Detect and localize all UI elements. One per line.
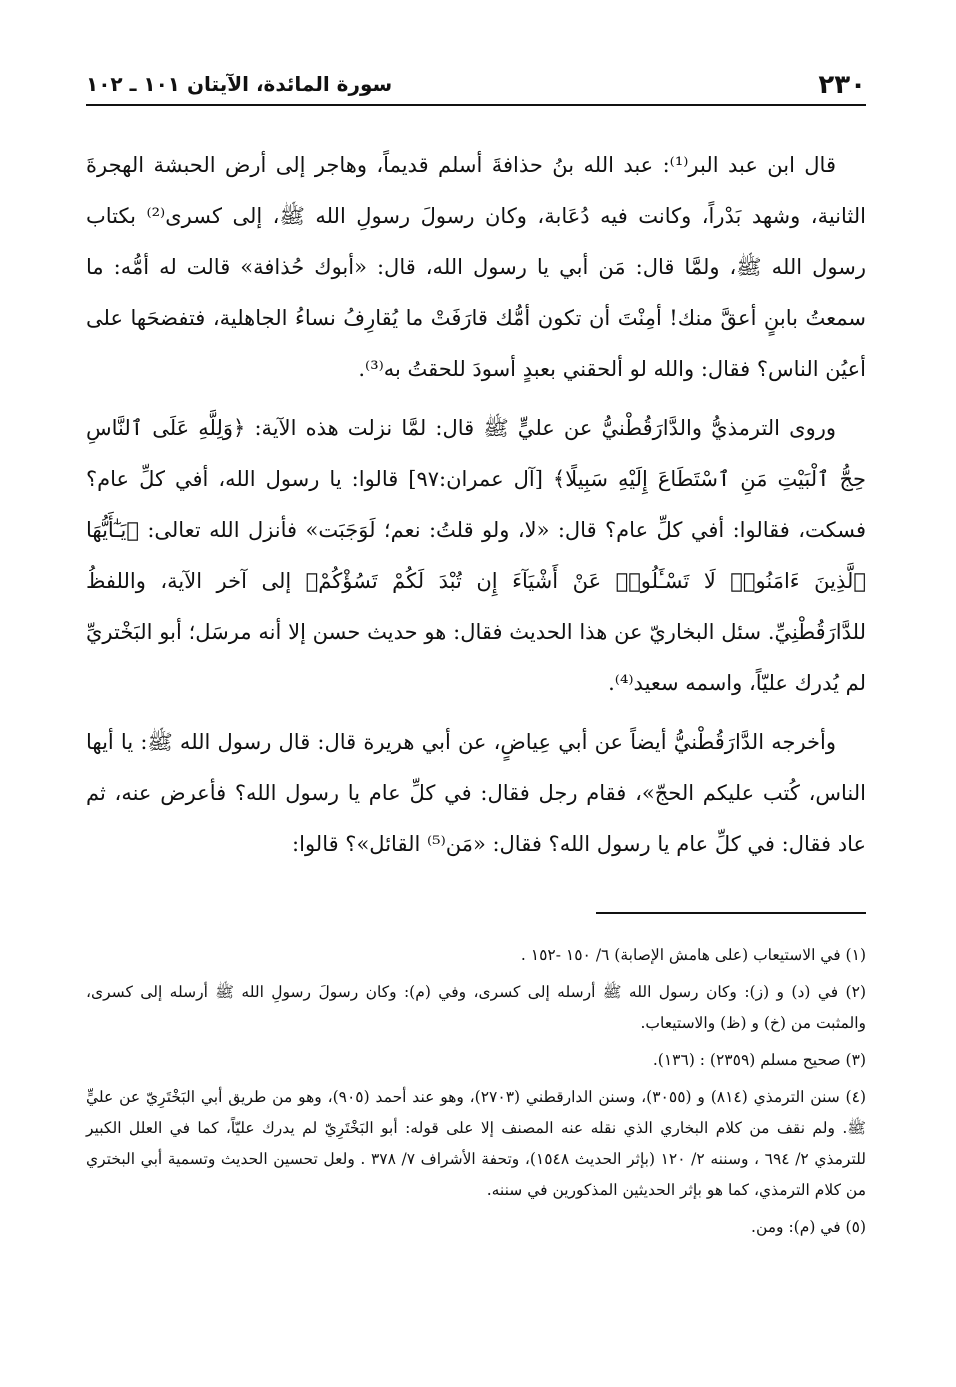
footnote: (٤) سنن الترمذي (٨١٤) و (٣٠٥٥)، وسنن الدارقطني (٢٧٠٣)، وهو عند أحمد (٩٠٥)، وهو من طريق أبي البَخْتَرِيّ عن عليٍّ ﷺ. ولم نقف من كلام البخاري الذي نقله عنه المصنف إلا على قوله: أبو البَخْتَرِيّ لم يدرك عليّاً، كما في العلل الكبير للترمذي ٢/ ٦٩٤ ، وسننه ٢/ ١٢٠ (بإثر الحديث ١٥٤٨)، وتحفة الأشراف ٧/ ٣٧٨ . ولعل تحسين الحديث وتسمية أبي البختري من كلام الترمذي، كما هو بإثر الحديثين المذكورين في سننه.: [86, 1088, 866, 1199]
paragraph: وأخرجه الدَّارَقُطْنيُّ أيضاً عن أبي عِياضٍ، عن أبي هريرة قال: قال رسول الله ﷺ: يا أيها الناس، كُتب عليكم الحجّ»، فقام رجل فقال: في كلِّ عام يا رسول الله؟ فأعرض عنه، ثم عاد فقال: في كلِّ عام يا رسول الله؟ فقال: «مَن⁽⁵⁾ القائل»؟ قالوا:: [86, 730, 866, 856]
running-title: سورة المائدة، الآيتان ١٠١ ـ ١٠٢: [86, 72, 393, 96]
footnote: (١) في الاستيعاب (على هامش الإصابة) ٦/ ١٥٠ -١٥٢ .: [520, 946, 866, 964]
footnote: (٣) صحيح مسلم (٢٣٥٩) : (١٣٦).: [652, 1051, 866, 1069]
footnotes: [86, 940, 866, 1249]
page-number: ٢٣٠: [818, 70, 866, 100]
page-header: [86, 64, 866, 106]
paragraph: قال ابن عبد البر⁽¹⁾: عبد الله بنُ حذافةَ أسلم قديماً، وهاجر إلى أرض الحبشة الهجرةَ الثانية، وشهد بَدْراً، وكانت فيه دُعَابة، وكان رسولَ رسولِ الله ﷺ، إلى كسرى⁽²⁾ بكتاب رسول الله ﷺ، ولمَّا قال: مَن أبي يا رسول الله، قال: «أبوك حُذافة» قالت له أمُّه: ما سمعتُ بابنٍ أعقَّ منك! أمِنْتَ أن تكون أمُّك قارَفَتْ ما يُقارِفُ نساءُ الجاهلية، فتفضحَها على أعيُن الناس؟ فقال: والله لو ألحقني بعبدٍ أسودَ للحقتُ به⁽³⁾.: [86, 153, 866, 381]
paragraph: وروى الترمذيُّ والدَّارَقُطْنيُّ عن عليٍّ ﷺ قال: لمَّا نزلت هذه الآية: ﴿وَلِلَّهِ عَلَى ٱلنَّاسِ حِجُّ ٱلْبَيْتِ مَنِ ٱسْتَطَاعَ إِلَيْهِ سَبِيلًا﴾ [آل عمران:٩٧] قالوا: يا رسول الله، أفي كلِّ عام؟ فسكت، فقالوا: أفي كلِّ عام؟ قال: «لا، ولو قلتُ: نعم؛ لَوَجَبَت» فأنزل الله تعالى: ﴿يَـٰٓأَيُّهَا ٱلَّذِينَ ءَامَنُوا۟ لَا تَسْـَٔلُوا۟ عَنْ أَشْيَآءَ إِن تُبْدَ لَكُمْ تَسُؤْكُمْ﴾ إلى آخر الآية، واللفظُ للدَّارَقُطْنِيِّ. سئل البخاريّ عن هذا الحديث فقال: هو حديث حسن إلا أنه مرسَل؛ أبو البَخْتريِّ لم يُدرك عليّاً، واسمه سعيد⁽⁴⁾.: [86, 416, 866, 695]
main-text: [86, 140, 866, 878]
footnote-divider: [596, 912, 866, 914]
footnote: (٢) في (د) و (ز): وكان رسول الله ﷺ أرسله إلى كسرى، وفي (م): وكان رسولَ رسولِ الله ﷺ أرسله إلى كسرى، والمثبت من (خ) و (ظ) والاستيعاب.: [86, 983, 866, 1032]
footnote: (٥) في (م): ومن.: [751, 1218, 866, 1236]
